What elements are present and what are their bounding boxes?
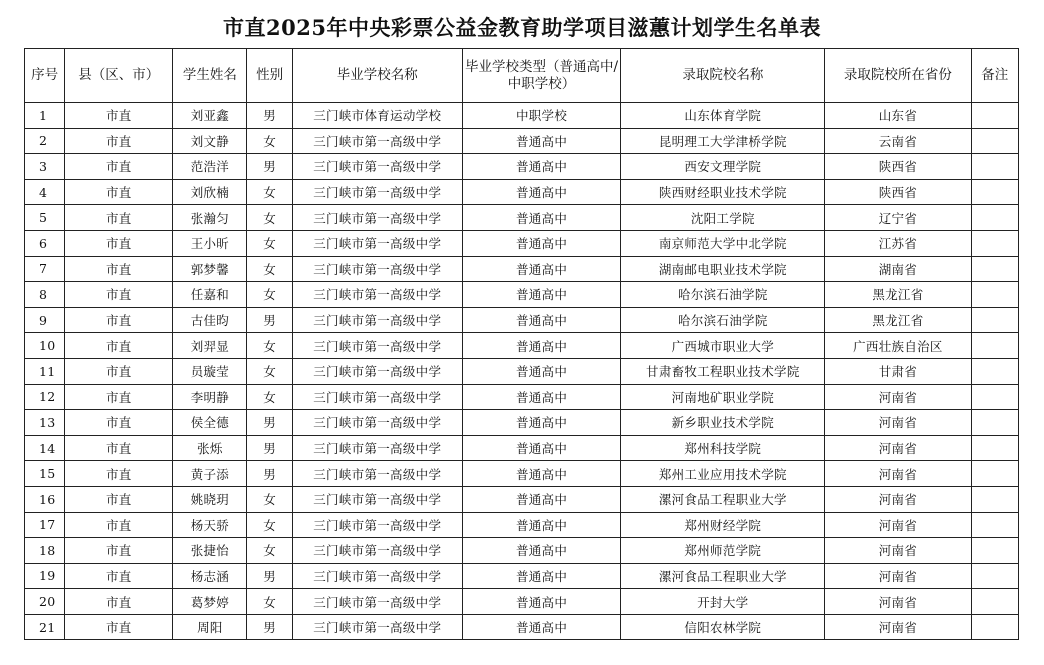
header-gender: 性别 (247, 49, 292, 103)
cell-student-name: 李明静 (173, 384, 247, 410)
cell-grad-school: 三门峡市第一高级中学 (292, 461, 462, 487)
cell-school-type: 普通高中 (462, 128, 621, 154)
cell-school-type: 普通高中 (462, 230, 621, 256)
cell-remark (971, 256, 1018, 282)
cell-remark (971, 128, 1018, 154)
cell-admit-school: 昆明理工大学津桥学院 (621, 128, 825, 154)
cell-remark (971, 333, 1018, 359)
cell-admit-school: 郑州财经学院 (621, 512, 825, 538)
cell-gender: 女 (247, 179, 292, 205)
cell-gender: 男 (247, 154, 292, 180)
cell-seq: 20 (25, 589, 65, 615)
cell-county: 市直 (65, 538, 173, 564)
cell-remark (971, 410, 1018, 436)
cell-admit-school: 甘肃畜牧工程职业技术学院 (621, 358, 825, 384)
cell-student-name: 郭梦馨 (173, 256, 247, 282)
cell-county: 市直 (65, 563, 173, 589)
cell-gender: 女 (247, 358, 292, 384)
table-row (25, 589, 1019, 615)
cell-student-name: 刘文静 (173, 128, 247, 154)
table-row (25, 358, 1019, 384)
cell-gender: 女 (247, 538, 292, 564)
cell-school-type: 普通高中 (462, 614, 621, 640)
cell-county: 市直 (65, 128, 173, 154)
cell-admit-school: 郑州工业应用技术学院 (621, 461, 825, 487)
cell-county: 市直 (65, 461, 173, 487)
cell-remark (971, 512, 1018, 538)
header-grad-school: 毕业学校名称 (292, 49, 462, 103)
cell-admit-school: 湖南邮电职业技术学院 (621, 256, 825, 282)
cell-admit-school: 哈尔滨石油学院 (621, 307, 825, 333)
cell-seq: 2 (25, 128, 65, 154)
cell-grad-school: 三门峡市第一高级中学 (292, 282, 462, 308)
cell-remark (971, 563, 1018, 589)
cell-county: 市直 (65, 282, 173, 308)
cell-grad-school: 三门峡市第一高级中学 (292, 256, 462, 282)
cell-admit-province: 黑龙江省 (825, 282, 971, 308)
cell-student-name: 张瀚匀 (173, 205, 247, 231)
cell-grad-school: 三门峡市第一高级中学 (292, 205, 462, 231)
cell-student-name: 周阳 (173, 614, 247, 640)
cell-county: 市直 (65, 307, 173, 333)
cell-county: 市直 (65, 435, 173, 461)
table-row (25, 435, 1019, 461)
cell-grad-school: 三门峡市第一高级中学 (292, 128, 462, 154)
cell-seq: 12 (25, 384, 65, 410)
cell-county: 市直 (65, 589, 173, 615)
cell-student-name: 任嘉和 (173, 282, 247, 308)
cell-admit-province: 河南省 (825, 461, 971, 487)
cell-gender: 男 (247, 307, 292, 333)
cell-county: 市直 (65, 358, 173, 384)
cell-student-name: 古佳昀 (173, 307, 247, 333)
cell-grad-school: 三门峡市第一高级中学 (292, 358, 462, 384)
cell-student-name: 王小昕 (173, 230, 247, 256)
cell-school-type: 普通高中 (462, 282, 621, 308)
cell-seq: 11 (25, 358, 65, 384)
cell-student-name: 刘欣楠 (173, 179, 247, 205)
table-row (25, 486, 1019, 512)
cell-grad-school: 三门峡市第一高级中学 (292, 563, 462, 589)
cell-remark (971, 461, 1018, 487)
table-row (25, 538, 1019, 564)
table-row (25, 410, 1019, 436)
cell-admit-school: 广西城市职业大学 (621, 333, 825, 359)
cell-remark (971, 103, 1018, 129)
cell-school-type: 普通高中 (462, 333, 621, 359)
cell-seq: 3 (25, 154, 65, 180)
cell-school-type: 普通高中 (462, 410, 621, 436)
table-row (25, 256, 1019, 282)
cell-admit-province: 河南省 (825, 512, 971, 538)
cell-seq: 6 (25, 230, 65, 256)
cell-admit-school: 西安文理学院 (621, 154, 825, 180)
cell-admit-province: 河南省 (825, 410, 971, 436)
cell-remark (971, 486, 1018, 512)
cell-remark (971, 589, 1018, 615)
cell-school-type: 普通高中 (462, 512, 621, 538)
cell-remark (971, 230, 1018, 256)
table-row (25, 103, 1019, 129)
cell-school-type: 普通高中 (462, 486, 621, 512)
cell-gender: 女 (247, 230, 292, 256)
table-row (25, 154, 1019, 180)
cell-seq: 17 (25, 512, 65, 538)
cell-county: 市直 (65, 103, 173, 129)
table-row (25, 563, 1019, 589)
cell-school-type: 普通高中 (462, 538, 621, 564)
cell-admit-school: 漯河食品工程职业大学 (621, 563, 825, 589)
table-row (25, 230, 1019, 256)
cell-gender: 女 (247, 384, 292, 410)
cell-school-type: 中职学校 (462, 103, 621, 129)
cell-grad-school: 三门峡市第一高级中学 (292, 538, 462, 564)
header-admit-school: 录取院校名称 (621, 49, 825, 103)
cell-grad-school: 三门峡市第一高级中学 (292, 307, 462, 333)
cell-seq: 21 (25, 614, 65, 640)
header-seq: 序号 (25, 49, 65, 103)
cell-remark (971, 435, 1018, 461)
cell-admit-school: 哈尔滨石油学院 (621, 282, 825, 308)
cell-gender: 女 (247, 333, 292, 359)
cell-gender: 男 (247, 563, 292, 589)
cell-gender: 女 (247, 282, 292, 308)
cell-seq: 7 (25, 256, 65, 282)
cell-remark (971, 282, 1018, 308)
cell-seq: 10 (25, 333, 65, 359)
table-row (25, 333, 1019, 359)
cell-admit-province: 黑龙江省 (825, 307, 971, 333)
header-student-name: 学生姓名 (173, 49, 247, 103)
cell-school-type: 普通高中 (462, 205, 621, 231)
table-row (25, 461, 1019, 487)
cell-county: 市直 (65, 512, 173, 538)
cell-gender: 男 (247, 103, 292, 129)
cell-remark (971, 179, 1018, 205)
cell-seq: 18 (25, 538, 65, 564)
cell-seq: 13 (25, 410, 65, 436)
cell-school-type: 普通高中 (462, 358, 621, 384)
table-row (25, 307, 1019, 333)
cell-grad-school: 三门峡市第一高级中学 (292, 333, 462, 359)
cell-county: 市直 (65, 384, 173, 410)
table-row (25, 512, 1019, 538)
cell-admit-school: 南京师范大学中北学院 (621, 230, 825, 256)
cell-gender: 女 (247, 486, 292, 512)
cell-admit-school: 沈阳工学院 (621, 205, 825, 231)
cell-seq: 15 (25, 461, 65, 487)
cell-student-name: 张烁 (173, 435, 247, 461)
cell-grad-school: 三门峡市第一高级中学 (292, 230, 462, 256)
cell-student-name: 姚晓玥 (173, 486, 247, 512)
cell-admit-school: 漯河食品工程职业大学 (621, 486, 825, 512)
cell-admit-province: 河南省 (825, 589, 971, 615)
cell-admit-province: 河南省 (825, 384, 971, 410)
table-body (25, 103, 1019, 640)
cell-remark (971, 154, 1018, 180)
cell-student-name: 范浩洋 (173, 154, 247, 180)
cell-seq: 16 (25, 486, 65, 512)
cell-student-name: 刘羿显 (173, 333, 247, 359)
cell-admit-province: 河南省 (825, 435, 971, 461)
cell-county: 市直 (65, 256, 173, 282)
cell-county: 市直 (65, 154, 173, 180)
cell-admit-school: 郑州科技学院 (621, 435, 825, 461)
cell-admit-school: 信阳农林学院 (621, 614, 825, 640)
cell-seq: 8 (25, 282, 65, 308)
cell-gender: 女 (247, 512, 292, 538)
table-row (25, 205, 1019, 231)
cell-county: 市直 (65, 205, 173, 231)
cell-county: 市直 (65, 410, 173, 436)
table-row (25, 282, 1019, 308)
cell-county: 市直 (65, 179, 173, 205)
cell-grad-school: 三门峡市第一高级中学 (292, 384, 462, 410)
cell-admit-province: 辽宁省 (825, 205, 971, 231)
cell-remark (971, 384, 1018, 410)
cell-student-name: 杨志涵 (173, 563, 247, 589)
cell-student-name: 杨天骄 (173, 512, 247, 538)
cell-school-type: 普通高中 (462, 563, 621, 589)
cell-seq: 9 (25, 307, 65, 333)
cell-school-type: 普通高中 (462, 179, 621, 205)
cell-remark (971, 614, 1018, 640)
cell-admit-province: 河南省 (825, 486, 971, 512)
cell-school-type: 普通高中 (462, 589, 621, 615)
cell-grad-school: 三门峡市第一高级中学 (292, 410, 462, 436)
cell-remark (971, 307, 1018, 333)
cell-admit-school: 陕西财经职业技术学院 (621, 179, 825, 205)
cell-school-type: 普通高中 (462, 384, 621, 410)
cell-student-name: 员璇莹 (173, 358, 247, 384)
cell-admit-province: 河南省 (825, 563, 971, 589)
cell-student-name: 葛梦婷 (173, 589, 247, 615)
cell-grad-school: 三门峡市第一高级中学 (292, 589, 462, 615)
cell-school-type: 普通高中 (462, 307, 621, 333)
cell-county: 市直 (65, 614, 173, 640)
table-row (25, 384, 1019, 410)
student-roster-table (24, 48, 1019, 640)
document-title: 市直2025年中央彩票公益金教育助学项目滋蕙计划学生名单表 (223, 15, 821, 40)
header-remark: 备注 (971, 49, 1018, 103)
cell-admit-province: 甘肃省 (825, 358, 971, 384)
cell-admit-province: 河南省 (825, 538, 971, 564)
cell-grad-school: 三门峡市第一高级中学 (292, 614, 462, 640)
cell-gender: 女 (247, 205, 292, 231)
cell-seq: 14 (25, 435, 65, 461)
cell-school-type: 普通高中 (462, 435, 621, 461)
cell-admit-school: 新乡职业技术学院 (621, 410, 825, 436)
cell-grad-school: 三门峡市体育运动学校 (292, 103, 462, 129)
table-row (25, 128, 1019, 154)
cell-remark (971, 205, 1018, 231)
cell-admit-province: 湖南省 (825, 256, 971, 282)
cell-grad-school: 三门峡市第一高级中学 (292, 435, 462, 461)
cell-seq: 19 (25, 563, 65, 589)
cell-county: 市直 (65, 333, 173, 359)
cell-admit-province: 江苏省 (825, 230, 971, 256)
cell-admit-province: 云南省 (825, 128, 971, 154)
cell-county: 市直 (65, 230, 173, 256)
cell-gender: 女 (247, 128, 292, 154)
header-row (25, 49, 1019, 103)
cell-seq: 1 (25, 103, 65, 129)
cell-admit-province: 广西壮族自治区 (825, 333, 971, 359)
cell-admit-school: 郑州师范学院 (621, 538, 825, 564)
header-admit-province: 录取院校所在省份 (825, 49, 971, 103)
cell-grad-school: 三门峡市第一高级中学 (292, 512, 462, 538)
header-county: 县（区、市） (65, 49, 173, 103)
table-header (25, 49, 1019, 103)
cell-student-name: 刘亚鑫 (173, 103, 247, 129)
cell-admit-school: 河南地矿职业学院 (621, 384, 825, 410)
cell-gender: 男 (247, 435, 292, 461)
cell-seq: 4 (25, 179, 65, 205)
cell-admit-province: 河南省 (825, 614, 971, 640)
cell-grad-school: 三门峡市第一高级中学 (292, 179, 462, 205)
cell-gender: 男 (247, 614, 292, 640)
cell-admit-school: 山东体育学院 (621, 103, 825, 129)
cell-remark (971, 538, 1018, 564)
cell-student-name: 张捷怡 (173, 538, 247, 564)
cell-gender: 女 (247, 256, 292, 282)
cell-grad-school: 三门峡市第一高级中学 (292, 154, 462, 180)
cell-seq: 5 (25, 205, 65, 231)
cell-gender: 男 (247, 461, 292, 487)
cell-school-type: 普通高中 (462, 256, 621, 282)
cell-school-type: 普通高中 (462, 154, 621, 180)
cell-admit-school: 开封大学 (621, 589, 825, 615)
header-school-type: 毕业学校类型（普通高中/中职学校） (462, 49, 621, 103)
cell-gender: 男 (247, 410, 292, 436)
cell-gender: 女 (247, 589, 292, 615)
cell-grad-school: 三门峡市第一高级中学 (292, 486, 462, 512)
cell-student-name: 黄子添 (173, 461, 247, 487)
table-row (25, 614, 1019, 640)
cell-school-type: 普通高中 (462, 461, 621, 487)
cell-county: 市直 (65, 486, 173, 512)
table-row (25, 179, 1019, 205)
cell-admit-province: 陕西省 (825, 179, 971, 205)
cell-student-name: 侯全德 (173, 410, 247, 436)
cell-admit-province: 山东省 (825, 103, 971, 129)
cell-remark (971, 358, 1018, 384)
cell-admit-province: 陕西省 (825, 154, 971, 180)
